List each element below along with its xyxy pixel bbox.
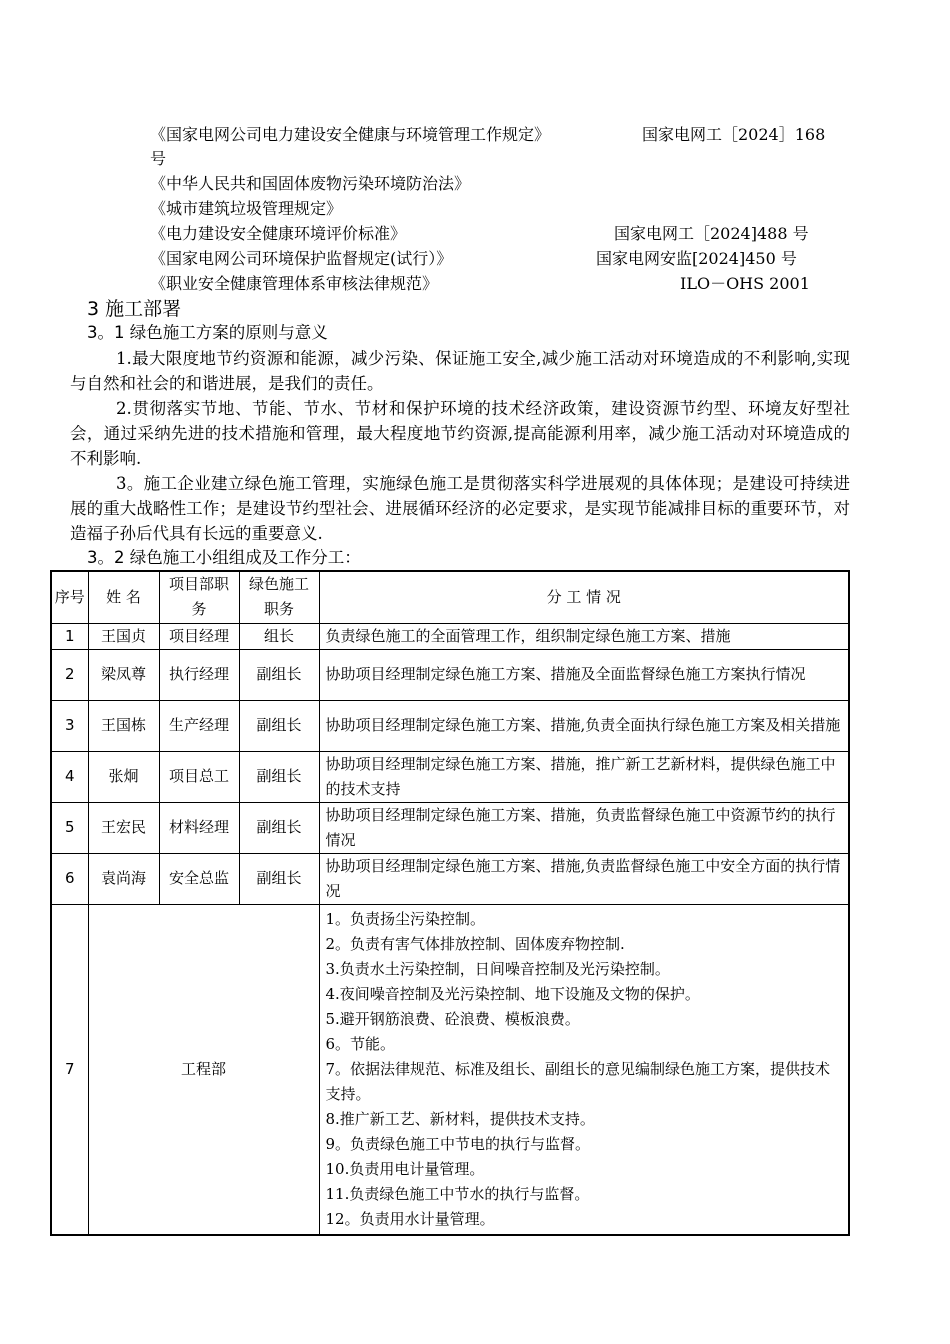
header-role: 绿色施工职务 <box>239 571 319 623</box>
duty-item: 4.夜间噪音控制及光污染控制、地下设施及文物的保护。 <box>325 984 700 1003</box>
duty-item: 6。节能。 <box>325 1034 396 1053</box>
header-post: 项目部职务 <box>159 571 239 623</box>
reference-title: 《中华人民共和国固体废物污染环境防治法》 <box>150 174 471 193</box>
row-duty: 协助项目经理制定绿色施工方案、措施，负责监督绿色施工中资源节约的执行情况 <box>319 802 849 853</box>
reference-code: 国家电网工［2024］168 <box>642 125 826 144</box>
row-no: 3 <box>51 700 88 751</box>
duty-item: 1。负责扬尘污染控制。 <box>325 909 486 928</box>
row-role: 副组长 <box>239 751 319 802</box>
row-post: 执行经理 <box>159 649 239 700</box>
duty-item: 10.负责用电计量管理。 <box>325 1159 485 1178</box>
row-name: 张炯 <box>88 751 159 802</box>
table-row <box>51 853 849 904</box>
duty-item: 8.推广新工艺、新材料，提供技术支持。 <box>325 1109 595 1128</box>
reference-title: 《国家电网公司电力建设安全健康与环境管理工作规定》 <box>150 125 551 144</box>
duty-item: 5.避开钢筋浪费、砼浪费、模板浪费。 <box>325 1009 580 1028</box>
reference-item-continued <box>150 148 166 170</box>
row-role: 副组长 <box>239 853 319 904</box>
green-construction-team-table <box>50 570 850 1236</box>
row-no: 4 <box>51 751 88 802</box>
reference-code: 国家电网安监[2024]450 号 <box>596 249 797 268</box>
header-duty: 分 工 情 况 <box>319 571 849 623</box>
row-duty: 协助项目经理制定绿色施工方案、措施，推广新工艺新材料，提供绿色施工中的技术支持 <box>319 751 849 802</box>
row-name: 梁凤尊 <box>88 649 159 700</box>
row-duty: 协助项目经理制定绿色施工方案、措施,负责监督绿色施工中安全方面的执行情况 <box>319 853 849 904</box>
table-row <box>51 623 849 649</box>
table-row <box>51 802 849 853</box>
row-role: 副组长 <box>239 802 319 853</box>
table-row <box>51 649 849 700</box>
paragraph: 3。施工企业建立绿色施工管理，实施绿色施工是贯彻落实科学进展观的具体体现；是建设可持续进展的重大战略性工作；是建设节约型社会、进展循环经济的必定要求，是实现节能减排目标的重要环节，对造福子孙后代具有长远的重要意义. <box>70 474 850 543</box>
department-duty-list <box>319 904 849 1235</box>
row-name: 王国栋 <box>88 700 159 751</box>
row-no: 6 <box>51 853 88 904</box>
table-header-row <box>51 571 849 623</box>
subsection-heading: 3。2 绿色施工小组组成及工作分工： <box>87 548 361 567</box>
row-no: 1 <box>51 623 88 649</box>
row-no: 5 <box>51 802 88 853</box>
row-duty: 协助项目经理制定绿色施工方案、措施,负责全面执行绿色施工方案及相关措施 <box>319 700 849 751</box>
row-role: 副组长 <box>239 700 319 751</box>
row-no: 2 <box>51 649 88 700</box>
duty-item: 2。负责有害气体排放控制、固体废弃物控制. <box>325 934 625 953</box>
section-heading: 3 施工部署 <box>87 298 182 320</box>
table-row-department <box>51 904 849 1235</box>
row-name: 王国贞 <box>88 623 159 649</box>
row-name: 袁尚海 <box>88 853 159 904</box>
reference-code: ILO－OHS 2001 <box>680 274 810 293</box>
table-row <box>51 700 849 751</box>
paragraph: 1.最大限度地节约资源和能源，减少污染、保证施工安全,减少施工活动对环境造成的不利影响,实现与自然和社会的和谐进展，是我们的责任。 <box>70 349 850 393</box>
reference-item <box>150 173 470 195</box>
row-name: 王宏民 <box>88 802 159 853</box>
row-role: 组长 <box>239 623 319 649</box>
row-duty: 负责绿色施工的全面管理工作，组织制定绿色施工方案、措施 <box>319 623 849 649</box>
row-duty: 协助项目经理制定绿色施工方案、措施及全面监督绿色施工方案执行情况 <box>319 649 849 700</box>
reference-item <box>150 124 826 146</box>
reference-title: 《国家电网公司环境保护监督规定(试行）》 <box>150 249 453 268</box>
duty-item: 11.负责绿色施工中节水的执行与监督。 <box>325 1184 590 1203</box>
row-post: 项目总工 <box>159 751 239 802</box>
reference-title: 《职业安全健康管理体系审核法律规范》 <box>150 274 439 293</box>
header-name: 姓 名 <box>88 571 159 623</box>
duty-item: 7。依据法律规范、标准及组长、副组长的意见编制绿色施工方案，提供技术支持。 <box>325 1059 831 1103</box>
duty-item: 12。负责用水计量管理。 <box>325 1209 495 1228</box>
duty-item: 9。负责绿色施工中节电的执行与监督。 <box>325 1134 591 1153</box>
row-post: 项目经理 <box>159 623 239 649</box>
row-department: 工程部 <box>88 904 319 1235</box>
reference-title: 《城市建筑垃圾管理规定》 <box>150 199 343 218</box>
reference-code: 国家电网工［2024]488 号 <box>614 224 809 243</box>
header-no: 序号 <box>51 571 88 623</box>
reference-item <box>150 198 342 220</box>
table-row <box>51 751 849 802</box>
row-post: 材料经理 <box>159 802 239 853</box>
reference-code-continued: 号 <box>150 149 167 168</box>
row-post: 安全总监 <box>159 853 239 904</box>
reference-item <box>150 248 797 270</box>
subsection-heading: 3。1 绿色施工方案的原则与意义 <box>87 323 328 342</box>
reference-item <box>150 273 810 295</box>
duty-item: 3.负责水土污染控制，日间噪音控制及光污染控制。 <box>325 959 670 978</box>
reference-item <box>150 223 809 245</box>
row-role: 副组长 <box>239 649 319 700</box>
row-post: 生产经理 <box>159 700 239 751</box>
paragraph: 2.贯彻落实节地、节能、节水、节材和保护环境的技术经济政策，建设资源节约型、环境友好型社会，通过采纳先进的技术措施和管理，最大程度地节约资源,提高能源利用率，减少施工活动对环境造成的不利影响. <box>70 399 850 468</box>
row-no: 7 <box>51 904 88 1235</box>
reference-title: 《电力建设安全健康环境评价标准》 <box>150 224 407 243</box>
